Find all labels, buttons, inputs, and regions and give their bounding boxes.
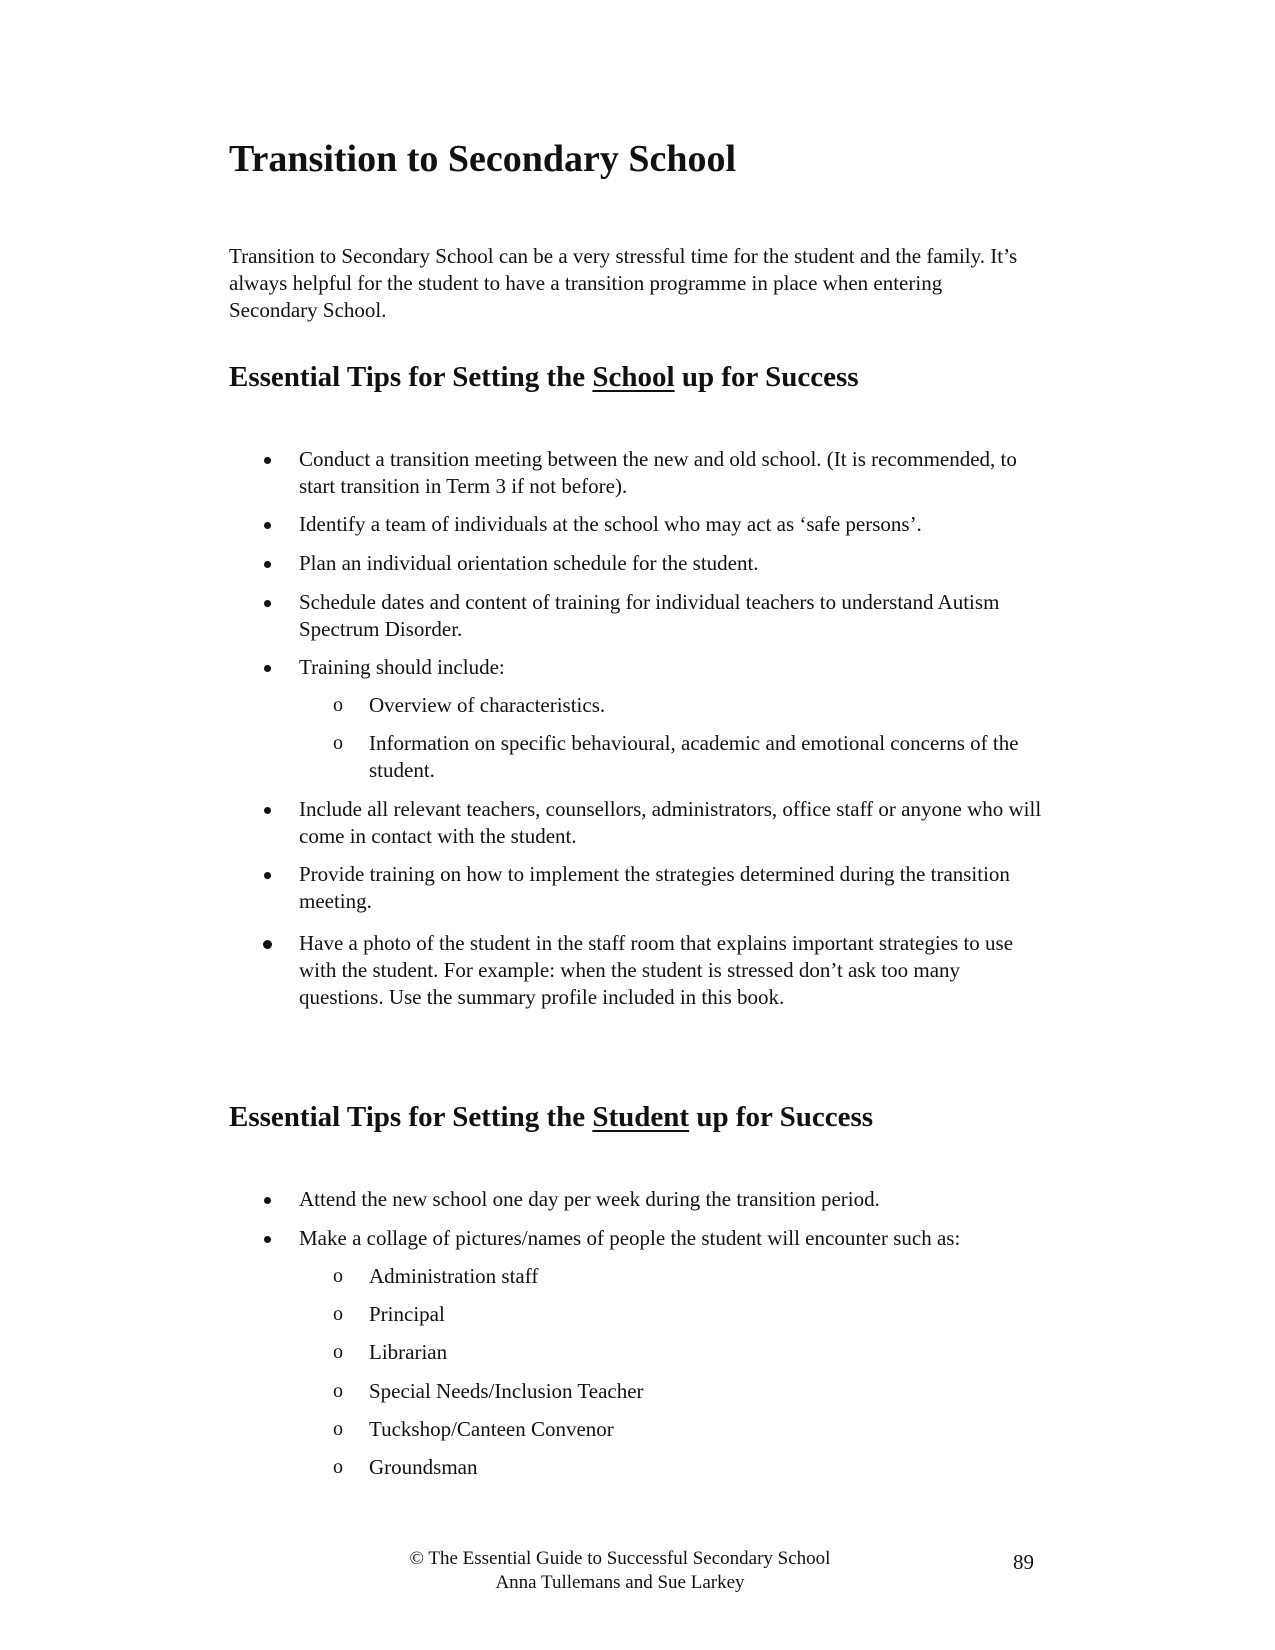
- student-section-heading: [229, 1101, 873, 1134]
- list-item-text: Conduct a transition meeting between the new and old school. (It is recommended, to start transition in Term 3 if not before).: [299, 447, 1017, 498]
- sub-list-item-text: Information on specific behavioural, academic and emotional concerns of the student.: [369, 731, 1019, 782]
- footer-copyright: © The Essential Guide to Successful Secondary School: [409, 1548, 831, 1569]
- page-number: 89: [1013, 1550, 1034, 1574]
- bullet-icon: [264, 665, 271, 672]
- sub-bullet-icon: o: [333, 694, 343, 716]
- list-item-text: Include all relevant teachers, counsellors, administrators, office staff or anyone who will come in contact with the student.: [299, 797, 1042, 848]
- sub-bullet-icon: o: [333, 1303, 343, 1325]
- list-item-text: Plan an individual orientation schedule for the student.: [299, 551, 759, 575]
- footer-authors: Anna Tullemans and Sue Larkey: [495, 1572, 745, 1593]
- sub-list-item-text: Librarian: [369, 1340, 448, 1364]
- sub-bullet-icon: o: [333, 1265, 343, 1287]
- sub-bullet-icon: o: [333, 1341, 343, 1363]
- sub-bullet-icon: o: [333, 1418, 343, 1440]
- list-item-text: Schedule dates and content of training for individual teachers to understand Autism Spectrum Disorder.: [299, 590, 1000, 641]
- bullet-icon: [264, 807, 271, 814]
- sub-list-item-text: Overview of characteristics.: [369, 693, 606, 717]
- bullet-icon: [263, 940, 272, 949]
- school-section-heading: [229, 361, 859, 394]
- footer-credit: [340, 1547, 900, 1595]
- bullet-icon: [264, 600, 271, 607]
- heading-text: up for Success: [674, 361, 859, 393]
- list-item-text: Training should include:: [299, 655, 505, 679]
- heading-keyword-student: Student: [592, 1101, 690, 1133]
- bullet-icon: [264, 561, 271, 568]
- list-item-text: Provide training on how to implement the strategies determined during the transition meeting.: [299, 862, 1010, 913]
- sub-bullet-icon: o: [333, 732, 343, 754]
- sub-list-item-text: Tuckshop/Canteen Convenor: [369, 1417, 614, 1441]
- heading-keyword-school: School: [592, 361, 675, 393]
- list-item-text: Have a photo of the student in the staff room that explains important strategies to use with the student. For example: when the student is stressed don’t ask too many questions. Use the summary profile included in this book.: [299, 931, 1014, 1009]
- sub-bullet-icon: o: [333, 1380, 343, 1402]
- bullet-icon: [264, 872, 271, 879]
- page-title: Transition to Secondary School: [229, 138, 737, 180]
- list-item-text: Attend the new school one day per week during the transition period.: [299, 1187, 880, 1211]
- heading-text: Essential Tips for Setting the: [229, 361, 593, 393]
- list-item-text: Identify a team of individuals at the school who may act as ‘safe persons’.: [299, 512, 922, 536]
- sub-list-item-text: Administration staff: [369, 1264, 539, 1288]
- bullet-icon: [264, 1197, 271, 1204]
- heading-text: Essential Tips for Setting the: [229, 1101, 593, 1133]
- bullet-icon: [264, 522, 271, 529]
- sub-list-item-text: Principal: [369, 1302, 445, 1326]
- sub-list-item-text: Groundsman: [369, 1455, 478, 1479]
- list-item-text: Make a collage of pictures/names of people the student will encounter such as:: [299, 1226, 961, 1250]
- bullet-icon: [264, 457, 271, 464]
- sub-bullet-icon: o: [333, 1456, 343, 1478]
- bullet-icon: [264, 1236, 271, 1243]
- intro-paragraph: Transition to Secondary School can be a very stressful time for the student and the family. It’s always helpful for the student to have a transition programme in place when entering Secondary School.: [229, 244, 1018, 322]
- sub-list-item-text: Special Needs/Inclusion Teacher: [369, 1379, 644, 1403]
- heading-text: up for Success: [689, 1101, 874, 1133]
